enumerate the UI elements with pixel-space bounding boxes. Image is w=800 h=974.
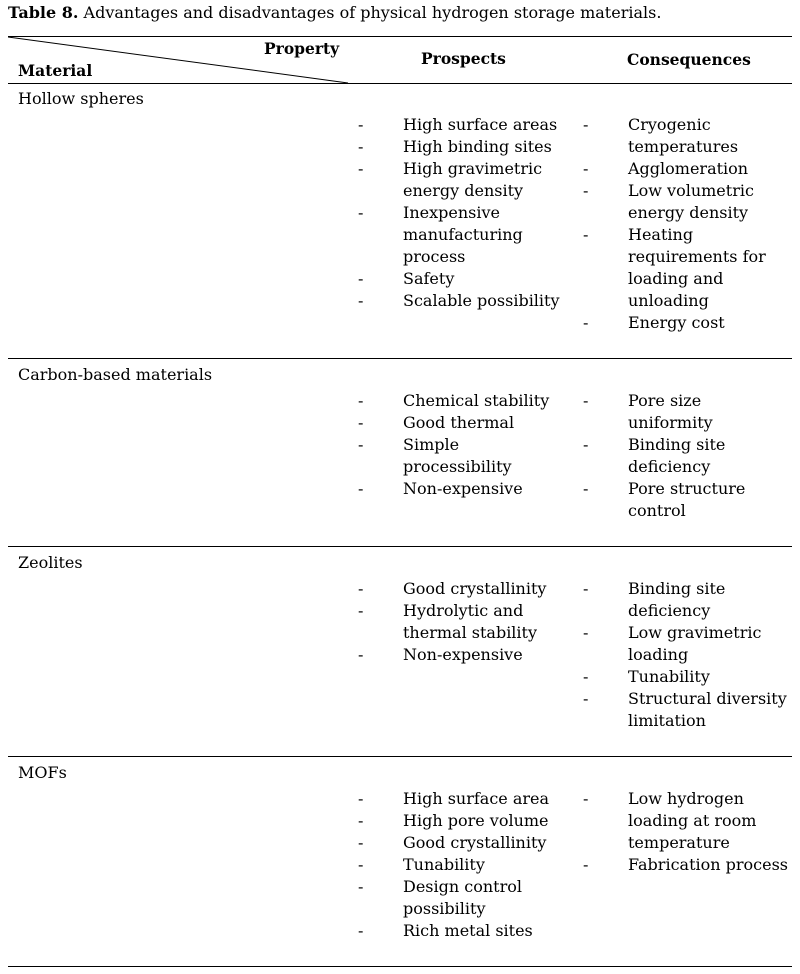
row-material-hollow-spheres: Hollow spheres xyxy=(18,89,144,108)
prospects-list-mofs xyxy=(358,788,568,942)
prospects-list-hollow-spheres xyxy=(358,114,568,312)
prospects-list-zeolites xyxy=(358,578,568,666)
table-label: Table 8. xyxy=(8,3,79,22)
prospects-list-carbon-based xyxy=(358,390,568,500)
consequences-list-carbon-based xyxy=(583,390,793,522)
list-item: - Low hydrogen loading at room temperature xyxy=(583,789,757,852)
table-caption xyxy=(8,2,661,24)
list-item: - Heating requirements for loading and unloading xyxy=(583,225,766,310)
consequences-list-mofs xyxy=(583,788,793,876)
list-item: - Structural diversity limitation xyxy=(583,689,787,730)
consequences-list-zeolites xyxy=(583,578,793,732)
list-item: - Scalable possibility xyxy=(358,291,560,310)
list-item: - Binding site deficiency xyxy=(583,435,726,476)
list-item: - High surface areas xyxy=(358,115,558,134)
header-prospects: Prospects xyxy=(421,49,506,68)
list-item: - Energy cost xyxy=(583,313,725,332)
list-item: - High pore volume xyxy=(358,811,549,830)
list-item: - Low volumetric energy density xyxy=(583,181,754,222)
row-material-mofs: MOFs xyxy=(18,763,67,782)
list-item: - High surface area xyxy=(358,789,550,808)
list-item: - Rich metal sites xyxy=(358,921,533,940)
list-item: - Chemical stability xyxy=(358,391,550,410)
table-title: Advantages and disadvantages of physical hydrogen storage materials. xyxy=(78,3,662,22)
list-item: - Simple processibility xyxy=(358,435,512,476)
list-item: - High binding sites xyxy=(358,137,552,156)
row-material-carbon-based: Carbon-based materials xyxy=(18,365,213,384)
list-item: - Tunability xyxy=(583,667,710,686)
list-item: - Good thermal xyxy=(358,413,515,432)
bottom-rule xyxy=(8,966,792,967)
list-item: - Binding site deficiency xyxy=(583,579,726,620)
row-divider xyxy=(8,358,792,359)
header-property: Property xyxy=(264,39,340,58)
list-item: - Design control possibility xyxy=(358,877,522,918)
list-item: - Hydrolytic and thermal stability xyxy=(358,601,538,642)
consequences-list-hollow-spheres xyxy=(583,114,793,334)
list-item: - High gravimetric energy density xyxy=(358,159,543,200)
list-item: - Non-expensive xyxy=(358,479,523,498)
header-consequences: Consequences xyxy=(627,50,751,69)
list-item: - Pore structure control xyxy=(583,479,746,520)
row-divider xyxy=(8,546,792,547)
list-item: - Pore size uniformity xyxy=(583,391,713,432)
row-divider xyxy=(8,756,792,757)
list-item: - Agglomeration xyxy=(583,159,749,178)
list-item: - Tunability xyxy=(358,855,485,874)
list-item: - Low gravimetric loading xyxy=(583,623,762,664)
list-item: - Cryogenic temperatures xyxy=(583,115,739,156)
row-material-zeolites: Zeolites xyxy=(18,553,83,572)
list-item: - Good crystallinity xyxy=(358,579,547,598)
header-rule xyxy=(8,83,792,84)
list-item: - Fabrication process xyxy=(583,855,789,874)
list-item: - Inexpensive manufacturing process xyxy=(358,203,523,266)
list-item: - Non-expensive xyxy=(358,645,523,664)
header-material: Material xyxy=(18,61,93,80)
list-item: - Good crystallinity xyxy=(358,833,547,852)
list-item: - Safety xyxy=(358,269,455,288)
